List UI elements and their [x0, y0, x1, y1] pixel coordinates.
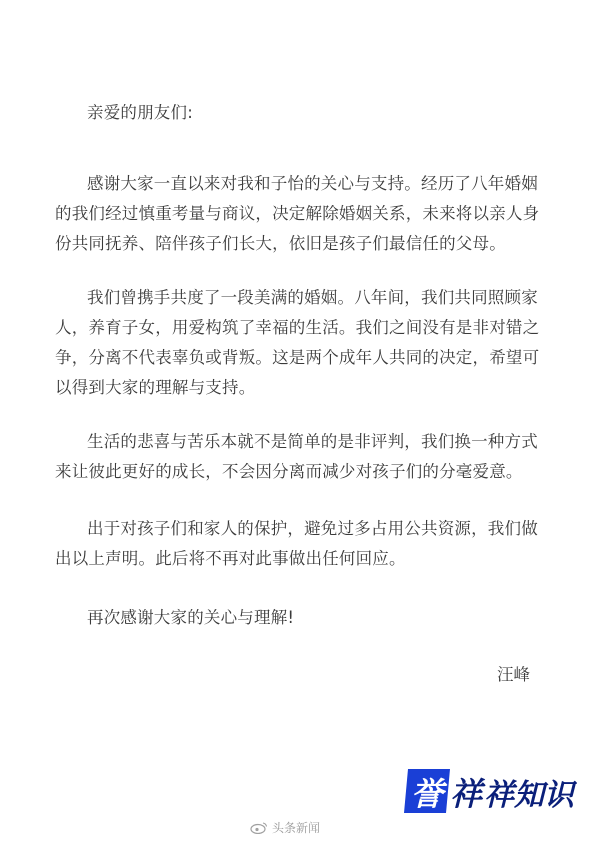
greeting: 亲爱的朋友们: [87, 103, 193, 122]
paragraph-5-line-1: 再次感谢大家的关心与理解! [87, 608, 295, 627]
paragraph-2-line-2: 人，养育子女，用爱构筑了幸福的生活。我们之间没有是非对错之 [55, 318, 540, 337]
paragraph-3-line-2: 来让彼此更好的成长，不会因分离而减少对孩子们的分毫爱意。 [55, 462, 523, 481]
paragraph-1-line-2: 的我们经过慎重考量与商议，决定解除婚姻关系，未来将以亲人身 [55, 204, 540, 223]
paragraph-1-line-3: 份共同抚养、陪伴孩子们长大，依旧是孩子们最信任的父母。 [55, 234, 506, 253]
signature: 汪峰 [497, 665, 530, 684]
brand-text-rest: 祥知识 [484, 778, 574, 813]
brand-char-1: 誉 [411, 775, 444, 813]
paragraph-3-line-1: 生活的悲喜与苦乐本就不是简单的是非评判，我们换一种方式 [87, 432, 538, 451]
brand-char-2: 祥 [450, 775, 483, 813]
paragraph-4-line-2: 出以上声明。此后将不再对此事做出任何回应。 [55, 549, 406, 568]
source-watermark [250, 819, 320, 836]
paragraph-2-line-4: 以得到大家的理解与支持。 [55, 378, 256, 397]
paragraph-4-line-1: 出于对孩子们和家人的保护，避免过多占用公共资源，我们做 [87, 519, 538, 538]
paragraph-1-line-1: 感谢大家一直以来对我和子怡的关心与支持。经历了八年婚姻 [87, 174, 538, 193]
brand-watermark-logo [402, 765, 577, 817]
paragraph-2-line-3: 争，分离不代表辜负或背叛。这是两个成年人共同的决定，希望可 [55, 348, 540, 367]
weibo-icon [250, 821, 268, 834]
paragraph-2-line-1: 我们曾携手共度了一段美满的婚姻。八年间，我们共同照顾家 [87, 288, 538, 307]
source-name: 头条新闻 [272, 821, 321, 835]
